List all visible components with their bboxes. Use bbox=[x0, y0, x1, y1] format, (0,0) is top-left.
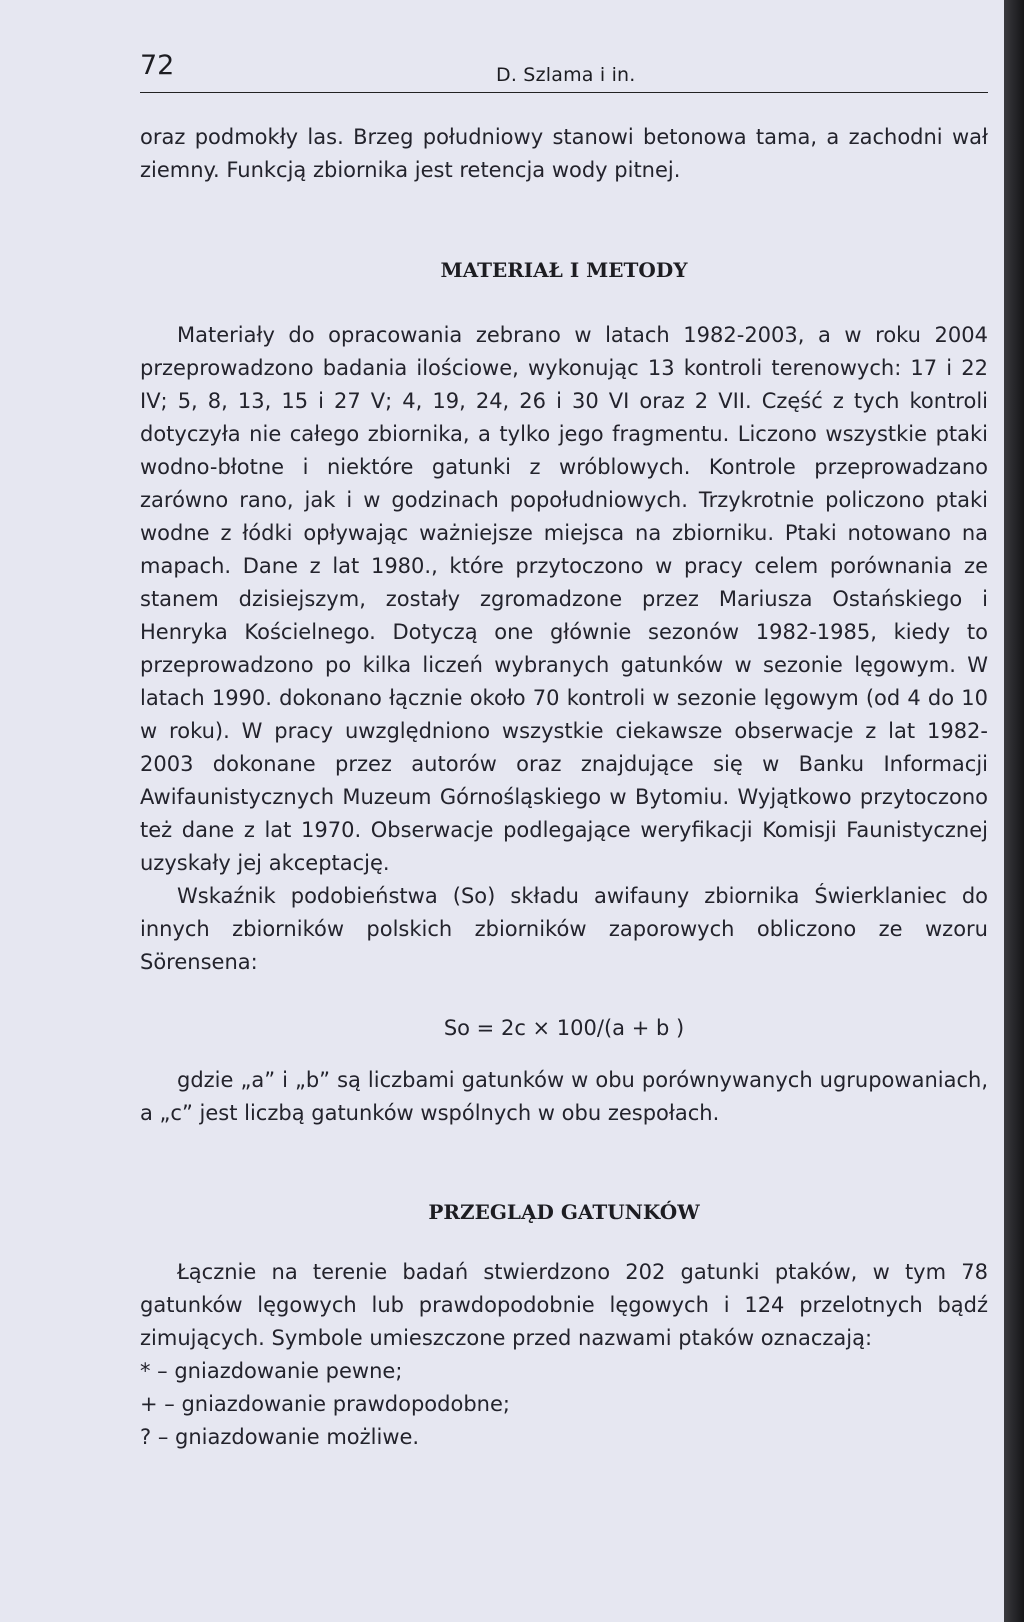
symbol-item: * – gniazdowanie pewne; bbox=[140, 1359, 403, 1383]
methods-paragraph-2: Wskaźnik podobieństwa (So) składu awifauny zbiornika Świerklaniec do innych zbiorników polskich zbiorników zaporowych obliczono ze wzoru Sörensena: bbox=[140, 884, 988, 974]
symbol-item: ? – gniazdowanie możliwe. bbox=[140, 1425, 420, 1449]
methods-paragraph-1: Materiały do opracowania zebrano w latach 1982-2003, a w roku 2004 przeprowadzono badania ilościowe, wykonując 13 kontroli terenowych: 17 i 22 IV; 5, 8, 13, 15 i 27 V; 4, 19, 24, 26 i 30 VI oraz 2 VII. Część z tych kontroli dotyczyła nie całego zbiornika, a tylko jego fragmentu. Liczono wszystkie ptaki wodno-błotne i niektóre gatunki z wróblowych. Kontrole przeprowadzano zarówno rano, jak i w godzinach popołudniowych. Trzykrotnie policzono ptaki wodne z łódki opływając ważniejsze miejsca na zbiorniku. Ptaki notowano na mapach. Dane z lat 1980., które przytoczono w pracy celem porównania ze stanem dzisiejszym, zostały zgromadzone przez Mariusza Ostańskiego i Henryka Kościelnego. Dotyczą one głównie sezonów 1982-1985, kiedy to przeprowadzono po kilka liczeń wybranych gatunków w sezonie lęgowym. W latach 1990. dokonano łącznie około 70 kontroli w sezonie lęgowym (od 4 do 10 w roku). W pracy uwzględniono wszystkie ciekawsze obserwacje z lat 1982-2003 dokonane przez autorów oraz znajdujące się w Banku Informacji Awifaunistycznych Muzeum Górnośląskiego w Bytomiu. Wyjątkowo przytoczono też dane z lat 1970. Obserwacje podlegające weryfikacji Komisji Faunistycznej uzyskały jej akceptację. bbox=[140, 323, 988, 875]
symbol-item: + – gniazdowanie prawdopodobne; bbox=[140, 1392, 510, 1416]
intro-paragraph: oraz podmokły las. Brzeg południowy stanowi betonowa tama, a zachodni wał ziemny. Funkcją zbiornika jest retencja wody pitnej. bbox=[140, 125, 988, 182]
sorensen-formula: So = 2c × 100/(a + b ) bbox=[443, 1016, 685, 1040]
symbol-legend bbox=[140, 1355, 988, 1454]
running-head: D. Szlama i in. bbox=[496, 64, 636, 86]
book-spine-edge bbox=[1004, 0, 1024, 1622]
methods-paragraph-3: gdzie „a” i „b” są liczbami gatunków w obu porównywanych ugrupowaniach, a „c” jest liczbą gatunków wspólnych w obu zespołach. bbox=[140, 1068, 988, 1125]
species-paragraph-1: Łącznie na terenie badań stwierdzono 202 gatunki ptaków, w tym 78 gatunków lęgowych lub prawdopodobnie lęgowych i 124 przelotnych bądź zimujących. Symbole umieszczone przed nazwami ptaków oznaczają: bbox=[140, 1260, 988, 1350]
page-header bbox=[140, 46, 988, 93]
page-number: 72 bbox=[140, 50, 175, 81]
methods-heading: MATERIAŁ I METODY bbox=[440, 258, 688, 282]
species-heading: PRZEGLĄD GATUNKÓW bbox=[428, 1200, 700, 1224]
